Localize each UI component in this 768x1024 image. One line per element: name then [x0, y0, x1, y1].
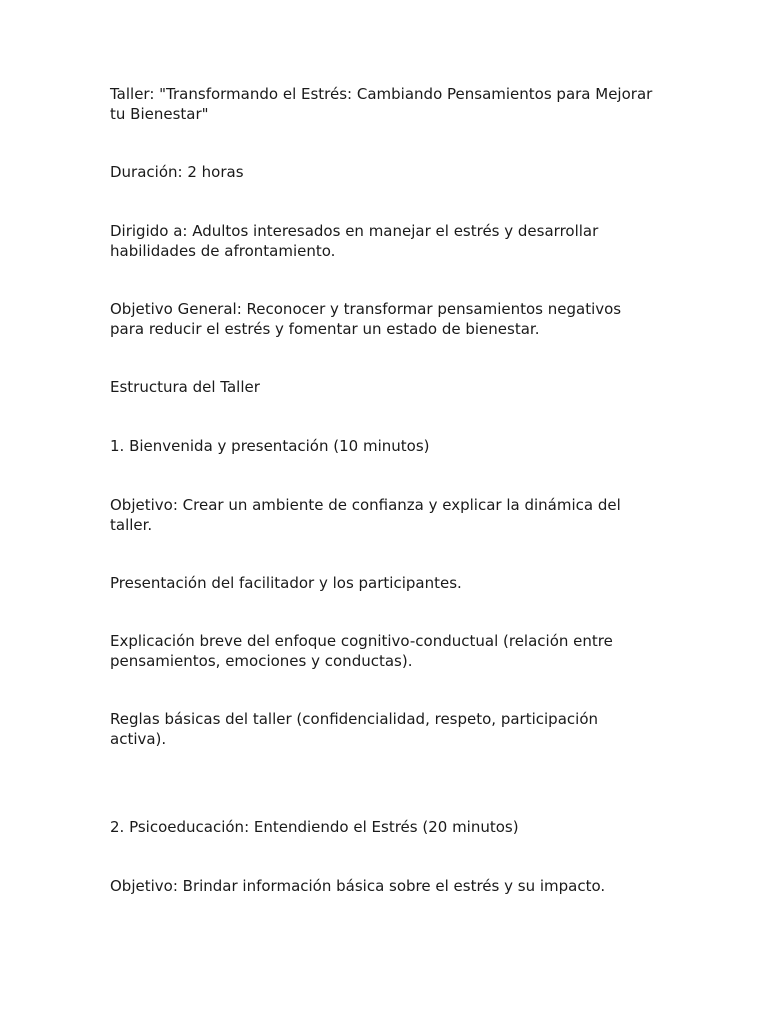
audience-line: Dirigido a: Adultos interesados en manejar el estrés y desarrollar habilidades de afrontamiento. [110, 222, 599, 260]
workshop-title: Taller: "Transformando el Estrés: Cambiando Pensamientos para Mejorar tu Bienestar" [110, 85, 653, 123]
section-1-item: Explicación breve del enfoque cognitivo-conductual (relación entre pensamientos, emociones y conductas). [110, 632, 613, 670]
section-2-heading: 2. Psicoeducación: Entendiendo el Estrés (20 minutos) [110, 818, 519, 836]
section-1-objective: Objetivo: Crear un ambiente de confianza y explicar la dinámica del taller. [110, 496, 621, 534]
duration-line: Duración: 2 horas [110, 163, 244, 181]
section-2-objective: Objetivo: Brindar información básica sobre el estrés y su impacto. [110, 877, 606, 895]
general-objective: Objetivo General: Reconocer y transformar pensamientos negativos para reducir el estrés y fomentar un estado de bienestar. [110, 300, 622, 338]
structure-heading: Estructura del Taller [110, 378, 260, 396]
section-1-item: Reglas básicas del taller (confidencialidad, respeto, participación activa). [110, 710, 598, 748]
section-1-item: Presentación del facilitador y los participantes. [110, 574, 462, 592]
section-1-heading: 1. Bienvenida y presentación (10 minutos) [110, 437, 430, 455]
